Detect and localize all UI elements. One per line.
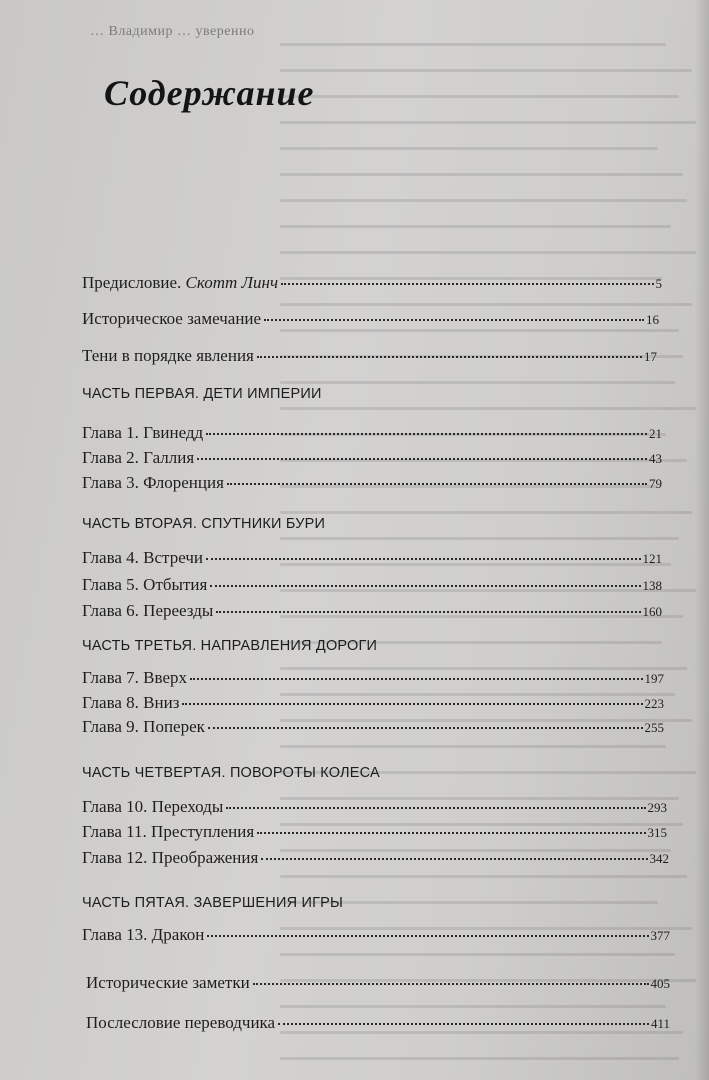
toc-page-number: 43 (649, 451, 662, 466)
leader-dots (261, 842, 647, 860)
leader-dots (206, 542, 641, 560)
toc-page-number: 16 (646, 312, 659, 327)
toc-page-number: 21 (649, 426, 662, 441)
toc-entry-label: Глава 12. Преображения (82, 848, 259, 867)
toc-entry-chapter-12[interactable] (82, 845, 669, 868)
toc-entry-label: Глава 13. Дракон (82, 925, 205, 944)
toc-entry-label: Глава 10. Переходы (82, 797, 224, 816)
toc-entry-label: Исторические заметки (86, 973, 250, 992)
toc-entry-label: Предисловие. Скотт Линч (82, 273, 279, 292)
leader-dots (190, 662, 643, 680)
toc-entry-preface[interactable] (82, 270, 662, 293)
toc-entry-chapter-11[interactable] (82, 819, 667, 842)
running-header: … Владимир … уверенно (90, 24, 255, 39)
toc-page-number: 411 (650, 1016, 670, 1031)
toc-entry-chapter-4[interactable] (82, 545, 662, 568)
toc-page-number: 315 (647, 825, 667, 840)
toc-page-number: 138 (642, 578, 662, 593)
leader-dots (210, 569, 640, 587)
leader-dots (257, 340, 642, 358)
leader-dots (264, 303, 644, 321)
toc-entry-afterword[interactable] (86, 1010, 670, 1033)
part-heading-2: ЧАСТЬ ВТОРАЯ. СПУТНИКИ БУРИ (82, 516, 326, 532)
leader-dots (197, 442, 647, 460)
toc-entry-label: Глава 11. Преступления (82, 822, 255, 841)
toc-page-number: 377 (650, 928, 670, 943)
toc-entry-label: Глава 2. Галлия (82, 448, 195, 467)
toc-entry-chapter-13[interactable] (82, 922, 670, 945)
toc-entry-chapter-10[interactable] (82, 794, 667, 817)
toc-entry-historical-note[interactable] (82, 306, 659, 329)
leader-dots (227, 467, 647, 485)
toc-entry-chapter-6[interactable] (82, 598, 662, 621)
toc-entry-chapter-2[interactable] (82, 445, 662, 468)
leader-dots (208, 711, 643, 729)
leader-dots (278, 1007, 649, 1025)
toc-entry-label: Историческое замечание (82, 309, 262, 328)
toc-page-number: 197 (644, 671, 664, 686)
toc-page-number: 160 (642, 604, 662, 619)
toc-entry-label: Глава 4. Встречи (82, 548, 203, 567)
toc-entry-label: Глава 3. Флоренция (82, 473, 224, 492)
toc-entry-label: Глава 5. Отбытия (82, 575, 208, 594)
toc-entry-chapter-7[interactable] (82, 665, 664, 688)
toc-entry-shadows[interactable] (82, 343, 657, 366)
toc-entry-label: Глава 8. Вниз (82, 693, 180, 712)
page-edge-shadow (695, 0, 709, 1080)
toc-page-number: 405 (650, 976, 670, 991)
toc-entry-label: Глава 1. Гвинедд (82, 423, 204, 442)
toc-entry-chapter-3[interactable] (82, 470, 662, 493)
toc-page-number: 121 (642, 551, 662, 566)
part-heading-1: ЧАСТЬ ПЕРВАЯ. ДЕТИ ИМПЕРИИ (82, 386, 322, 402)
toc-entry-chapter-8[interactable] (82, 690, 664, 713)
leader-dots (281, 267, 653, 285)
toc-entry-chapter-5[interactable] (82, 572, 662, 595)
toc-entry-chapter-9[interactable] (82, 714, 664, 737)
toc-page-number: 293 (647, 800, 667, 815)
toc-entry-label: Глава 9. Поперек (82, 717, 205, 736)
toc-page-number: 17 (644, 349, 657, 364)
toc-page-number: 342 (649, 851, 669, 866)
page-title: Содержание (104, 73, 315, 113)
toc-entry-label: Послесловие переводчика (86, 1013, 276, 1032)
leader-dots (253, 967, 649, 985)
toc-page-number: 79 (649, 476, 662, 491)
toc-entry-label: Глава 7. Вверх (82, 668, 187, 687)
toc-page-number: 255 (644, 720, 664, 735)
leader-dots (257, 816, 645, 834)
leader-dots (207, 919, 648, 937)
toc-entry-label: Тени в порядке явления (82, 346, 254, 365)
leader-dots (206, 417, 647, 435)
toc-entry-label: Глава 6. Переезды (82, 601, 214, 620)
toc-entry-historical-notes[interactable] (86, 970, 670, 993)
toc-page-number: 223 (644, 696, 664, 711)
part-heading-5: ЧАСТЬ ПЯТАЯ. ЗАВЕРШЕНИЯ ИГРЫ (82, 895, 344, 911)
part-heading-3: ЧАСТЬ ТРЕТЬЯ. НАПРАВЛЕНИЯ ДОРОГИ (82, 638, 378, 654)
leader-dots (216, 595, 640, 613)
part-heading-4: ЧАСТЬ ЧЕТВЕРТАЯ. ПОВОРОТЫ КОЛЕСА (82, 765, 380, 781)
toc-entry-chapter-1[interactable] (82, 420, 662, 443)
leader-dots (226, 791, 645, 809)
toc-page-number: 5 (655, 276, 662, 291)
leader-dots (182, 687, 642, 705)
